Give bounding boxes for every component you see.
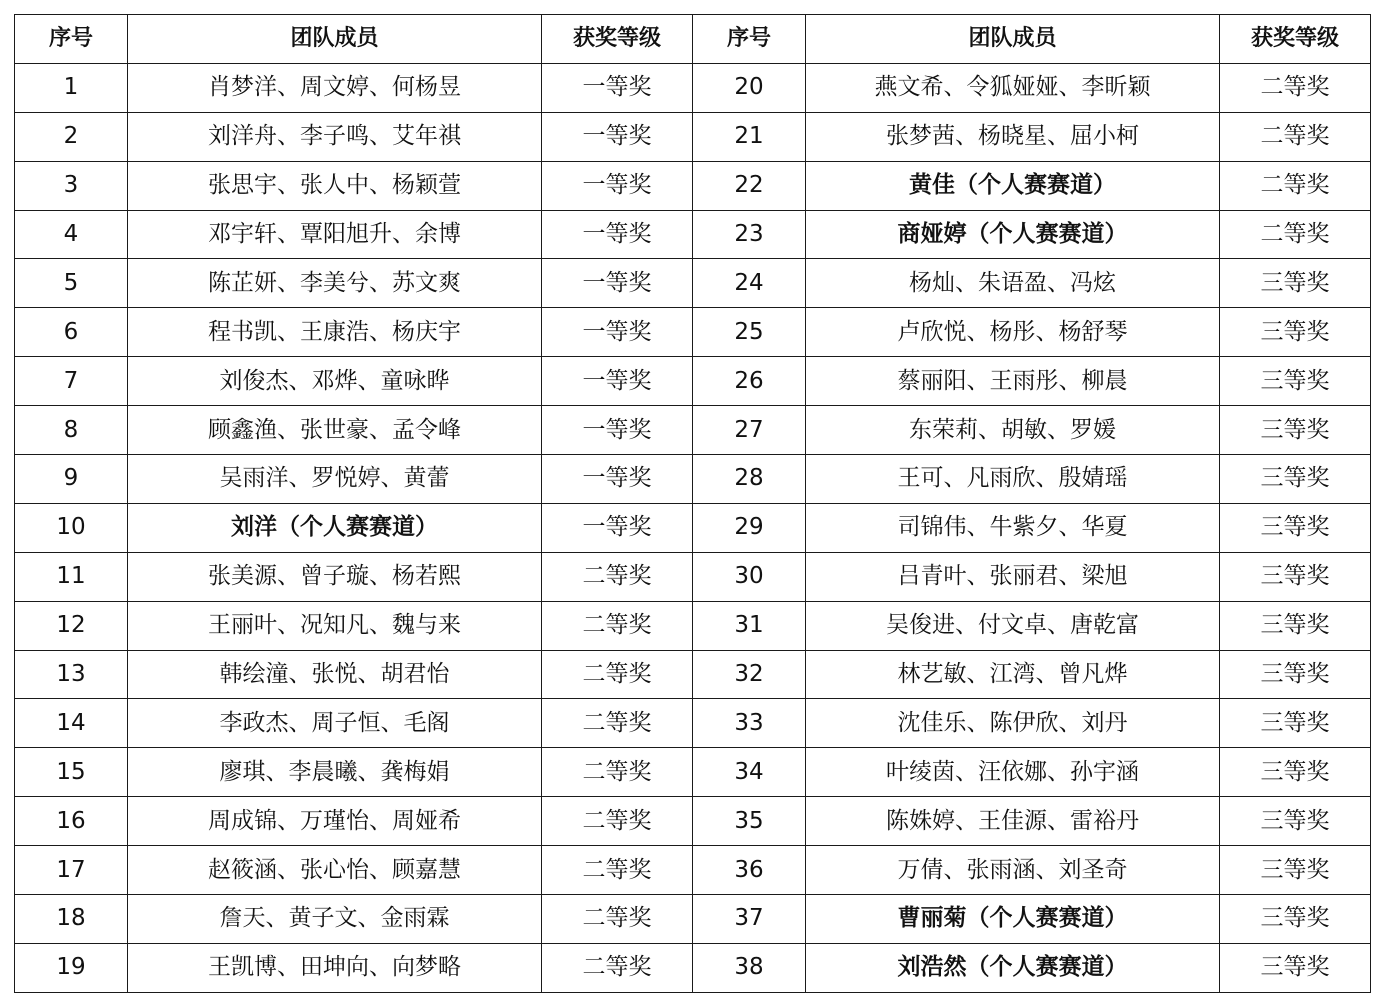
table-row [15,895,1371,944]
index-cell-right: 29 [693,503,806,552]
members-cell-left: 廖琪、李晨曦、龚梅娟 [128,748,542,797]
award-level-cell-right: 二等奖 [1220,63,1371,112]
members-cell-left: 吴雨洋、罗悦婷、黄蕾 [128,455,542,504]
award-level-cell-left: 二等奖 [542,601,693,650]
members-cell-right: 刘浩然（个人赛赛道） [806,943,1220,992]
members-cell-right: 黄佳（个人赛赛道） [806,161,1220,210]
index-cell-right: 20 [693,63,806,112]
index-cell-left: 5 [15,259,128,308]
header-award-level-right: 获奖等级 [1220,15,1371,64]
index-cell-left: 10 [15,503,128,552]
table-row [15,699,1371,748]
index-cell-left: 14 [15,699,128,748]
table-row [15,63,1371,112]
header-index-right: 序号 [693,15,806,64]
award-level-cell-right: 三等奖 [1220,406,1371,455]
award-level-cell-right: 三等奖 [1220,503,1371,552]
index-cell-left: 18 [15,895,128,944]
award-level-cell-left: 二等奖 [542,943,693,992]
index-cell-left: 13 [15,650,128,699]
award-level-cell-left: 二等奖 [542,846,693,895]
header-row [15,15,1371,64]
members-cell-left: 张思宇、张人中、杨颖萱 [128,161,542,210]
award-level-cell-left: 一等奖 [542,210,693,259]
header-award-level-left: 获奖等级 [542,15,693,64]
table-row [15,406,1371,455]
index-cell-right: 25 [693,308,806,357]
members-cell-left: 刘俊杰、邓烨、童咏晔 [128,357,542,406]
table-row [15,259,1371,308]
members-cell-right: 张梦茜、杨晓星、屈小柯 [806,112,1220,161]
members-cell-right: 叶绫茵、汪依娜、孙宇涵 [806,748,1220,797]
index-cell-right: 32 [693,650,806,699]
index-cell-left: 2 [15,112,128,161]
index-cell-left: 12 [15,601,128,650]
members-cell-left: 刘洋（个人赛赛道） [128,503,542,552]
index-cell-right: 34 [693,748,806,797]
table-row [15,552,1371,601]
members-cell-left: 陈芷妍、李美兮、苏文爽 [128,259,542,308]
members-cell-left: 顾鑫渔、张世豪、孟令峰 [128,406,542,455]
award-level-cell-right: 三等奖 [1220,650,1371,699]
award-level-cell-right: 三等奖 [1220,943,1371,992]
index-cell-right: 23 [693,210,806,259]
members-cell-right: 商娅婷（个人赛赛道） [806,210,1220,259]
members-cell-left: 邓宇轩、覃阳旭升、余博 [128,210,542,259]
index-cell-right: 26 [693,357,806,406]
index-cell-left: 9 [15,455,128,504]
index-cell-left: 11 [15,552,128,601]
members-cell-left: 李政杰、周子恒、毛阁 [128,699,542,748]
index-cell-right: 38 [693,943,806,992]
award-level-cell-left: 一等奖 [542,308,693,357]
table-row [15,210,1371,259]
index-cell-left: 19 [15,943,128,992]
award-level-cell-left: 二等奖 [542,895,693,944]
award-level-cell-left: 一等奖 [542,161,693,210]
index-cell-right: 27 [693,406,806,455]
award-level-cell-right: 三等奖 [1220,748,1371,797]
members-cell-left: 程书凯、王康浩、杨庆宇 [128,308,542,357]
members-cell-right: 司锦伟、牛紫夕、华夏 [806,503,1220,552]
index-cell-right: 28 [693,455,806,504]
table-row [15,943,1371,992]
header-index-left: 序号 [15,15,128,64]
table-row [15,846,1371,895]
index-cell-right: 37 [693,895,806,944]
members-cell-right: 沈佳乐、陈伊欣、刘丹 [806,699,1220,748]
award-level-cell-left: 一等奖 [542,112,693,161]
index-cell-right: 36 [693,846,806,895]
index-cell-left: 1 [15,63,128,112]
award-level-cell-right: 三等奖 [1220,699,1371,748]
members-cell-left: 周成锦、万瑾怡、周娅希 [128,797,542,846]
award-level-cell-right: 三等奖 [1220,846,1371,895]
award-level-cell-right: 三等奖 [1220,895,1371,944]
members-cell-right: 燕文希、令狐娅娅、李昕颖 [806,63,1220,112]
table-row [15,455,1371,504]
index-cell-left: 7 [15,357,128,406]
award-level-cell-left: 二等奖 [542,552,693,601]
index-cell-left: 16 [15,797,128,846]
index-cell-right: 31 [693,601,806,650]
index-cell-left: 3 [15,161,128,210]
table-body [15,63,1371,992]
members-cell-right: 万倩、张雨涵、刘圣奇 [806,846,1220,895]
header-members-left: 团队成员 [128,15,542,64]
header-members-right: 团队成员 [806,15,1220,64]
members-cell-left: 王凯博、田坤向、向梦略 [128,943,542,992]
members-cell-left: 赵筱涵、张心怡、顾嘉慧 [128,846,542,895]
table-row [15,503,1371,552]
award-level-cell-right: 三等奖 [1220,455,1371,504]
awards-table [14,14,1371,993]
table-row [15,601,1371,650]
award-level-cell-left: 二等奖 [542,699,693,748]
index-cell-right: 30 [693,552,806,601]
members-cell-left: 詹天、黄子文、金雨霖 [128,895,542,944]
index-cell-right: 24 [693,259,806,308]
members-cell-right: 吕青叶、张丽君、梁旭 [806,552,1220,601]
members-cell-left: 韩绘潼、张悦、胡君怡 [128,650,542,699]
members-cell-right: 陈姝婷、王佳源、雷裕丹 [806,797,1220,846]
award-level-cell-left: 一等奖 [542,63,693,112]
table-row [15,357,1371,406]
members-cell-right: 杨灿、朱语盈、冯炫 [806,259,1220,308]
award-level-cell-left: 一等奖 [542,357,693,406]
award-level-cell-left: 一等奖 [542,503,693,552]
members-cell-right: 林艺敏、江湾、曾凡烨 [806,650,1220,699]
index-cell-right: 22 [693,161,806,210]
index-cell-left: 17 [15,846,128,895]
award-level-cell-right: 二等奖 [1220,161,1371,210]
table-row [15,161,1371,210]
index-cell-right: 35 [693,797,806,846]
members-cell-right: 东荣莉、胡敏、罗媛 [806,406,1220,455]
award-level-cell-right: 三等奖 [1220,552,1371,601]
members-cell-right: 曹丽菊（个人赛赛道） [806,895,1220,944]
award-level-cell-right: 三等奖 [1220,308,1371,357]
index-cell-left: 4 [15,210,128,259]
table-row [15,797,1371,846]
award-level-cell-right: 二等奖 [1220,210,1371,259]
award-level-cell-left: 二等奖 [542,748,693,797]
members-cell-right: 卢欣悦、杨彤、杨舒琴 [806,308,1220,357]
award-level-cell-left: 一等奖 [542,406,693,455]
members-cell-left: 肖梦洋、周文婷、何杨昱 [128,63,542,112]
award-level-cell-right: 三等奖 [1220,259,1371,308]
members-cell-left: 王丽叶、况知凡、魏与来 [128,601,542,650]
members-cell-right: 蔡丽阳、王雨彤、柳晨 [806,357,1220,406]
award-level-cell-right: 三等奖 [1220,357,1371,406]
table-row [15,748,1371,797]
award-level-cell-left: 一等奖 [542,259,693,308]
index-cell-right: 33 [693,699,806,748]
members-cell-left: 刘洋舟、李子鸣、艾年祺 [128,112,542,161]
table-row [15,308,1371,357]
members-cell-right: 王可、凡雨欣、殷婧瑶 [806,455,1220,504]
table-row [15,650,1371,699]
award-level-cell-right: 三等奖 [1220,601,1371,650]
award-level-cell-left: 二等奖 [542,797,693,846]
index-cell-right: 21 [693,112,806,161]
index-cell-left: 8 [15,406,128,455]
award-level-cell-left: 二等奖 [542,650,693,699]
award-level-cell-left: 一等奖 [542,455,693,504]
index-cell-left: 15 [15,748,128,797]
award-level-cell-right: 二等奖 [1220,112,1371,161]
award-level-cell-right: 三等奖 [1220,797,1371,846]
members-cell-left: 张美源、曾子璇、杨若熙 [128,552,542,601]
members-cell-right: 吴俊进、付文卓、唐乾富 [806,601,1220,650]
index-cell-left: 6 [15,308,128,357]
table-row [15,112,1371,161]
